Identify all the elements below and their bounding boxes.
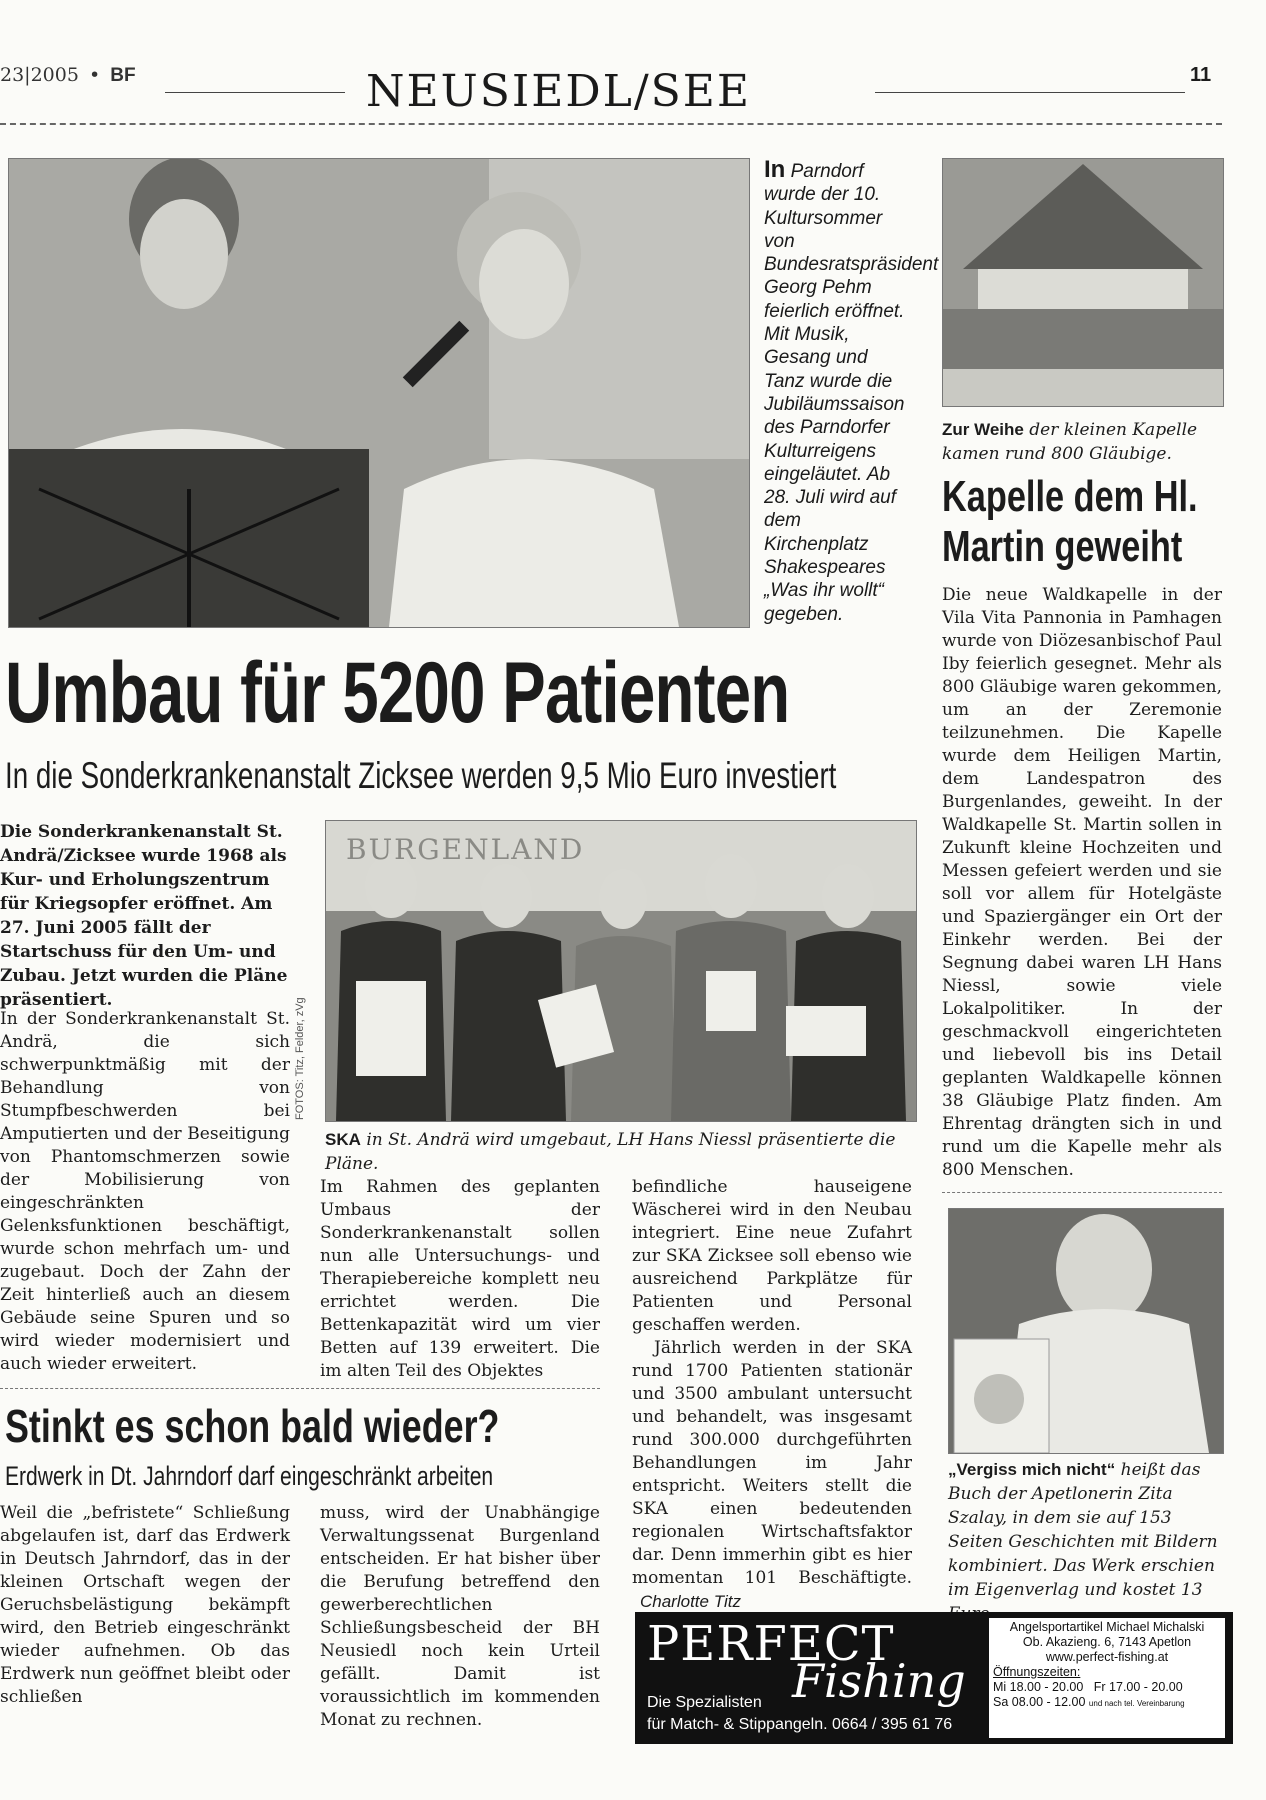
parndorf-text: [752, 156, 939, 625]
photo-sign: BURGENLAND: [346, 833, 585, 866]
ska-author: Charlotte Titz: [640, 1592, 741, 1611]
erdwerk-subhead: Erdwerk in Dt. Jahrndorf darf eingeschränkt arbeiten: [5, 1461, 494, 1491]
book-photo-drawing: [949, 1209, 1223, 1453]
ska-photo: [325, 820, 917, 1122]
ska-caption: SKA in St. Andrä wird umgebaut, LH Hans Niessl präsentierte die Pläne.: [325, 1130, 896, 1174]
erdwerk-col1: Weil die „befristete“ Schließung abgelaufen ist, darf das Erdwerk in Deutsch Jahrndorf, das in der kleinen Ortschaft wegen der Geruchsbelästigung bekämpft wird, den Betrieb eingeschränkt wieder aufnehmen. Ob das Erdwerk nun geöffnet bleibt oder schließen: [0, 1503, 290, 1707]
chapel-caption: Zur Weihe der kleinen Kapelle kamen rund 800 Gläubige.: [942, 420, 1198, 464]
ad-tagline: Die Spezialisten für Match- & Stippangeln. 0664 / 395 61 76: [647, 1694, 953, 1733]
section-title: NEUSIEDL/SEE: [366, 66, 752, 117]
singers-photo-drawing: [9, 159, 749, 627]
parndorf-intro: In: [764, 156, 786, 183]
ad-info-box: Angelsportartikel Michael Michalski Ob. Akazieng. 6, 7143 Apetlon www.perfect-fishing.at Öffnungszeiten: Mi 18.00 - 20.00 Fr 17.00 - 20.00 Sa 08.00 - 12.00 und nach tel. Vereinbarung: [989, 1618, 1225, 1738]
book-photo: [948, 1208, 1224, 1454]
ska-lead: Die Sonderkrankenanstalt St. Andrä/Zicksee wurde 1968 als Kur- und Erholungszentrum für Kriegsopfer eröffnet. Am 27. Juni 2005 fällt der Startschuss für den Um- und Zubau. Jetzt wurden die Pläne präsentiert.: [0, 822, 288, 1010]
chapel-photo-drawing: [943, 159, 1223, 406]
ska-col1: In der Sonderkrankenanstalt St. Andrä, die sich schwerpunktmäßig mit der Behandlung von Stumpfbeschwerden bei Amputierten und der Beseitigung von Phantomschmerzen sowie der Mobilisierung von eingeschränkten Gelenksfunktionen beschäftigt, wurde schon mehrfach um- und zugebaut. Doch der Zahn der Zeit hinterließ auch an diesem Gebäude seine Spuren und so wird wieder modernisiert und auch wieder erweitert.: [0, 1009, 290, 1374]
page-number: 11: [1190, 64, 1212, 86]
ska-col3a: befindliche hauseigene Wäscherei wird in den Neubau integriert. Eine neue Zufahrt zur SKA Zicksee soll ebenso wie ausreichend Parkplätze für Patienten und Personal geschaffen werden.: [632, 1177, 912, 1335]
singers-photo: [8, 158, 750, 628]
ad-brand: PERFECT: [647, 1616, 895, 1672]
chapel-photo: [942, 158, 1224, 407]
parndorf-body: Parndorf wurde der 10. Kultursommer von Bundesratspräsident Georg Pehm feierlich eröffnet. Mit Musik, Gesang und Tanz wurde die Jubiläumssaison des Parndorfer Kulturreigens eingeläutet. Ab 28. Juli wird auf dem Kirchenplatz Shakespeares „Was ihr wollt“ gegeben.: [764, 161, 939, 625]
chapel-headline: Kapelle dem Hl. Martin geweiht: [942, 472, 1198, 571]
photo-credit: FOTOS: Titz, Felder, zVg: [294, 997, 306, 1120]
erdwerk-col2: muss, wird der Unabhängige Verwaltungssenat Burgenland entscheiden. Er hat bisher über die Berufung betreffend den gewerberechtlichen Schließungsbescheid der BH Neusiedl noch kein Urteil gefällt. Damit ist voraussichtlich im kommenden Monat zu rechnen.: [320, 1503, 600, 1730]
paper-name: BF: [110, 65, 136, 86]
issue-number: 23|2005 • BF: [0, 64, 136, 86]
ska-col2: Im Rahmen des geplanten Umbaus der Sonderkrankenanstalt sollen nun alle Untersuchungs- und Therapiebereiche komplett neu errichtet werden. Die Bettenkapazität wird um vier Betten auf 139 erweitert. Die im alten Teil des Objektes: [320, 1177, 600, 1381]
ad-phone: 0664 / 395 61 76: [832, 1716, 953, 1733]
book-caption: „Vergiss mich nicht“ heißt das Buch der Apetlonerin Zita Szalay, in dem sie auf 153 Seiten Geschichten mit Bildern kombiniert. Das Werk erschien im Eigenverlag und kostet 13: [948, 1460, 1218, 1600]
ska-col3: [632, 1176, 912, 1614]
ska-headline: Umbau für 5200 Patienten: [5, 645, 790, 741]
ska-col3b: Jährlich werden in der SKA rund 1700 Patienten stationär und 3500 ambulant untersucht und behandelt, was insgesamt rund 300.000 durchgeführten Behandlungen im Jahr entspricht. Weiters stellt die SKA einen bedeutenden regionalen Wirtschaftsfaktor dar. Denn immerhin gibt es hier momentan 101 Beschäftigte.: [632, 1338, 912, 1588]
perfect-fishing-ad: [635, 1612, 1233, 1744]
ska-subhead: In die Sonderkrankenanstalt Zicksee werden 9,5 Mio Euro investiert: [5, 755, 837, 796]
ska-photo-drawing: [326, 821, 916, 1121]
chapel-body: Die neue Waldkapelle in der Vila Vita Pannonia in Pamhagen wurde von Diözesanbischof Paul Iby feierlich gesegnet. Mehr als 800 Gläubige waren gekommen, um an der Zeremonie teilzunehmen. Die Kapelle wurde dem Heiligen Martin, dem Landespatron des Burgenlandes, geweiht. In der Waldkapelle St. Martin sollen in Zukunft kleine Hochzeiten und Messen gefeiert werden und sie soll vor allem für Hotelgäste und Spaziergänger ein Ort der Einkehr werden. Bei der Segnung dabei waren LH Hans Niessl, sowie viele Lokalpolitiker. In der geschmackvoll eingerichteten und liebevoll bis ins Detail geplanten Waldkapelle können 38 Gläubige Platz finden. Am Ehrentag drängten sich in und rund um die Kapelle mehr als 800 Menschen.: [942, 585, 1222, 1180]
ad-script: Fishing: [792, 1654, 966, 1708]
erdwerk-headline: Stinkt es schon bald wieder?: [5, 1400, 500, 1452]
